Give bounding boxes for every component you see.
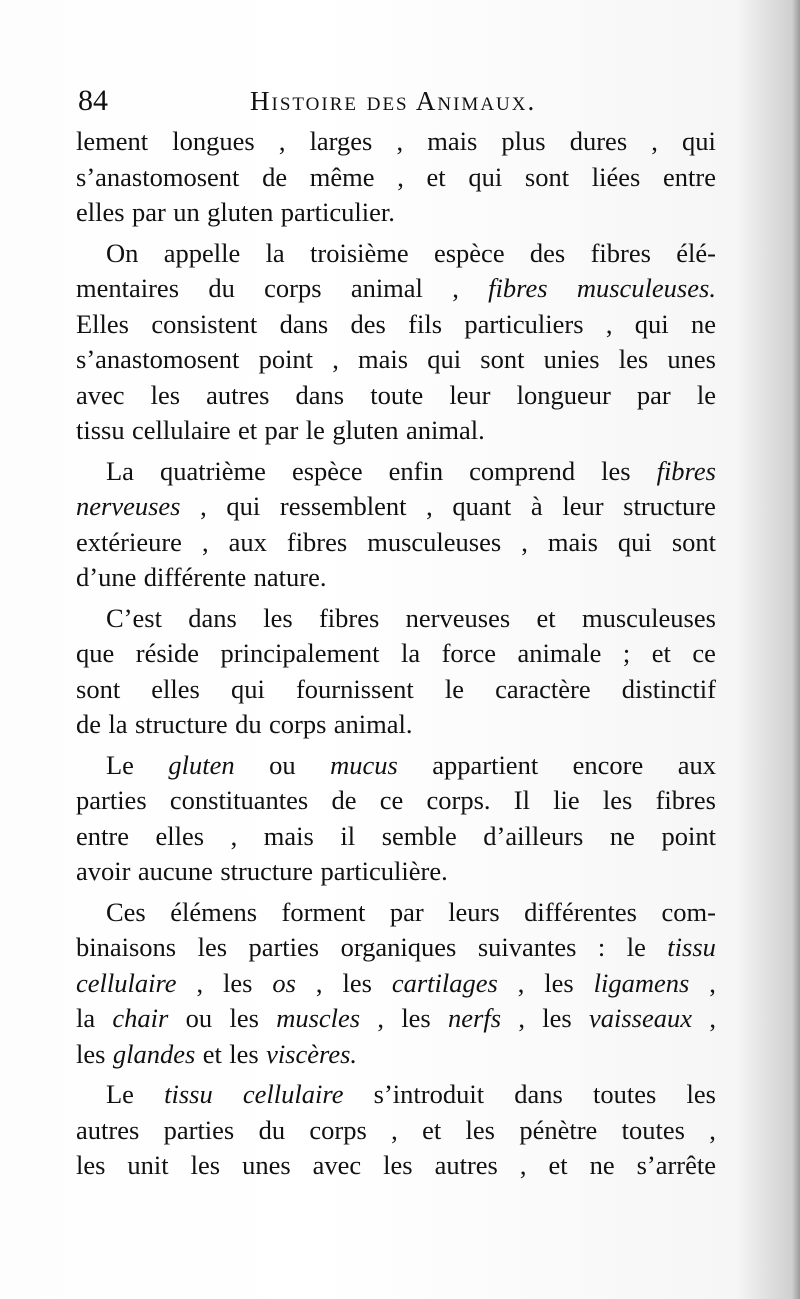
word: aux <box>228 526 267 557</box>
word: , <box>519 1150 527 1180</box>
word: des <box>350 308 386 339</box>
text-line <box>76 525 716 561</box>
word: appartient <box>432 749 539 780</box>
word: C’est <box>106 602 162 633</box>
word: par <box>131 197 166 227</box>
word: autres <box>76 1114 140 1145</box>
word: mentaires <box>76 273 180 303</box>
word: , <box>230 820 238 851</box>
word: fils <box>408 308 443 339</box>
word: , <box>709 1114 716 1145</box>
word: , <box>377 1003 385 1033</box>
word: dans <box>514 1079 563 1109</box>
page-header <box>78 84 718 124</box>
word: , <box>651 126 658 156</box>
word: avoir <box>76 856 131 886</box>
text-line <box>76 489 716 525</box>
text-line <box>76 672 716 708</box>
word: par <box>636 379 671 410</box>
word: d’une <box>76 562 137 592</box>
word: nerveuses <box>405 602 511 633</box>
word: par <box>264 415 299 445</box>
word: elles <box>155 820 205 851</box>
word: les <box>342 967 372 998</box>
word: ; <box>622 638 631 668</box>
text-line <box>76 195 716 231</box>
word: mais <box>358 344 409 374</box>
word: unies <box>543 344 600 374</box>
word: liées <box>591 161 641 192</box>
word: elles <box>151 673 200 704</box>
word: avec <box>76 379 125 410</box>
word: parties <box>163 1114 235 1145</box>
word: os <box>272 967 296 998</box>
word: glandes <box>112 1038 196 1069</box>
word: nature. <box>253 562 327 592</box>
word: qui <box>634 308 669 339</box>
word: qui <box>617 526 652 557</box>
word: musculeuses <box>367 526 502 557</box>
word: comprend <box>469 455 576 486</box>
text-line <box>76 236 716 272</box>
word: musculeuses. <box>576 273 716 303</box>
word: ne <box>609 820 635 851</box>
word: Ces <box>106 896 146 927</box>
word: mais <box>263 820 314 851</box>
word: pénètre <box>519 1114 598 1145</box>
word: espèce <box>433 237 505 268</box>
word: cellulaire <box>76 967 177 998</box>
word: ou <box>185 1003 213 1033</box>
text-line <box>76 1077 716 1113</box>
word: nerveuses <box>76 491 181 521</box>
word: de <box>331 785 357 815</box>
word: appelle <box>163 237 241 268</box>
word: les <box>618 344 649 374</box>
word: dans <box>188 602 237 633</box>
word: et <box>202 1038 222 1069</box>
word: encore <box>572 749 644 780</box>
text-line <box>76 271 716 307</box>
word: de <box>76 709 102 739</box>
word: entre <box>663 161 716 192</box>
word: , <box>278 126 286 156</box>
word: le <box>305 415 325 445</box>
word: qui <box>230 673 265 704</box>
word: autres <box>434 1150 498 1180</box>
word: et <box>426 161 446 192</box>
word: d’ailleurs <box>483 820 584 851</box>
word: cellulaire <box>242 1079 344 1109</box>
word: tissu <box>76 415 125 445</box>
word: On <box>106 237 139 268</box>
word: un <box>173 197 200 227</box>
word: , <box>605 308 613 339</box>
word: s’anastomosent <box>76 161 240 192</box>
word: sont <box>76 673 121 704</box>
word: aucune <box>137 856 213 886</box>
word: ou <box>269 749 296 780</box>
word: ce <box>692 638 716 668</box>
word: corps <box>268 709 327 739</box>
text-line <box>76 854 716 890</box>
word: , <box>397 161 404 192</box>
word: différente <box>143 562 247 592</box>
word: , <box>518 1003 525 1033</box>
word: Il <box>513 785 530 815</box>
word: , <box>426 491 433 521</box>
word: fibres <box>655 785 716 815</box>
text-line <box>76 707 716 743</box>
word: , <box>315 967 323 998</box>
word: aux <box>677 749 716 780</box>
word: les <box>223 967 253 998</box>
text-line <box>76 601 716 637</box>
word: la <box>265 237 285 268</box>
word: à <box>530 491 543 521</box>
word: , <box>196 967 204 998</box>
word: ligamens <box>593 967 690 998</box>
word: point <box>258 344 314 374</box>
text-line <box>76 636 716 672</box>
word: les <box>602 785 633 815</box>
word: les <box>197 932 228 962</box>
word: gluten <box>332 415 399 445</box>
word: les <box>383 1150 413 1180</box>
text-line <box>76 454 716 490</box>
word: musculeuses <box>581 602 716 633</box>
word: animal <box>350 273 423 303</box>
running-title: Histoire des Animaux. <box>250 86 537 116</box>
word: les <box>401 1003 431 1033</box>
word: fournissent <box>295 673 414 704</box>
word: Elles <box>76 308 129 339</box>
text-line <box>76 1148 716 1184</box>
word: point <box>661 820 716 851</box>
word: tissu <box>164 1079 213 1109</box>
word: sont <box>480 344 525 374</box>
word: les <box>542 1003 572 1033</box>
word: fibres <box>488 273 548 303</box>
text-line <box>76 1037 716 1073</box>
word: parties <box>248 932 320 962</box>
word: quatrième <box>159 455 266 486</box>
word: et <box>238 415 258 445</box>
word: longues <box>172 126 255 156</box>
text-line <box>76 819 716 855</box>
word: ce <box>379 785 404 815</box>
text-line <box>76 378 716 414</box>
word: nerfs <box>448 1003 502 1033</box>
word: toute <box>370 379 424 410</box>
text-line <box>76 124 716 160</box>
word: , <box>396 126 404 156</box>
word: élé- <box>676 237 716 268</box>
word: La <box>106 455 134 486</box>
word: corps <box>309 1114 367 1145</box>
body-text <box>76 124 716 1184</box>
word: même <box>309 161 375 192</box>
word: , <box>200 491 207 521</box>
word: les <box>229 1003 259 1033</box>
word: viscères. <box>266 1038 358 1069</box>
word: unes <box>667 344 716 374</box>
word: animal. <box>405 415 485 445</box>
word: du <box>258 1114 286 1145</box>
word: qui <box>468 161 503 192</box>
word: espèce <box>291 455 363 486</box>
word: fibres <box>656 455 716 486</box>
word: , <box>709 1003 716 1033</box>
text-line <box>76 160 716 196</box>
word: particulière. <box>320 856 448 886</box>
word: des <box>529 237 566 268</box>
word: autres <box>206 379 270 410</box>
word: les <box>686 1079 716 1109</box>
word: semble <box>381 820 457 851</box>
word: dans <box>279 308 329 339</box>
word: les <box>544 967 574 998</box>
word: cellulaire <box>132 415 231 445</box>
word: les <box>465 1114 495 1145</box>
text-line <box>76 413 716 449</box>
word: le <box>444 673 464 704</box>
word: animal. <box>333 709 413 739</box>
word: extérieure <box>76 526 182 557</box>
word: enfin <box>388 455 444 486</box>
word: elles <box>76 197 125 227</box>
word: les <box>150 379 181 410</box>
text-line <box>76 748 716 784</box>
word: force <box>441 638 497 668</box>
word: mais <box>547 526 598 557</box>
word: chair <box>112 1003 169 1033</box>
word: gluten <box>168 749 235 780</box>
word: différentes <box>524 896 637 927</box>
word: structure <box>623 491 716 521</box>
word: toutes <box>621 1114 685 1145</box>
word: ne <box>589 1150 615 1180</box>
word: les <box>190 1150 221 1180</box>
word: animale <box>517 638 602 668</box>
word: com- <box>661 896 716 927</box>
word: que <box>76 638 115 668</box>
word: la <box>400 638 421 668</box>
word: constituantes <box>169 785 309 815</box>
word: particulier. <box>280 197 395 227</box>
word: élémens <box>170 896 258 927</box>
word: entre <box>76 820 129 851</box>
word: les <box>229 1038 259 1069</box>
word: leur <box>562 491 604 521</box>
word: longueur <box>516 379 611 410</box>
text-line <box>76 1001 716 1037</box>
word: et <box>422 1114 442 1145</box>
word: s’anastomosent <box>76 344 240 374</box>
word: corps. <box>426 785 491 815</box>
word: muscles <box>276 1003 361 1033</box>
word: unit <box>127 1150 169 1180</box>
word: structure <box>134 709 228 739</box>
word: , <box>452 273 459 303</box>
word: toutes <box>593 1079 657 1109</box>
word: , <box>332 344 339 374</box>
word: qui <box>682 126 716 156</box>
word: unes <box>242 1150 291 1180</box>
word: et <box>536 602 556 633</box>
word: distinctif <box>621 673 716 704</box>
word: avec <box>312 1150 362 1180</box>
word: cartilages <box>391 967 498 998</box>
word: réside <box>135 638 200 668</box>
word: suivantes <box>477 932 577 962</box>
word: : <box>597 932 606 962</box>
word: parties <box>76 785 147 815</box>
word: les <box>76 1038 106 1069</box>
word: mucus <box>330 749 398 780</box>
word: lie <box>553 785 580 815</box>
word: s’introduit <box>373 1079 485 1109</box>
text-line <box>76 307 716 343</box>
text-line <box>76 895 716 931</box>
word: binaisons <box>76 932 177 962</box>
word: il <box>340 820 356 851</box>
word: troisième <box>310 237 409 268</box>
word: ressemblent <box>279 491 407 521</box>
word: lement <box>76 126 149 156</box>
word: qui <box>226 491 261 521</box>
word: tissu <box>667 932 716 962</box>
text-line <box>76 1113 716 1149</box>
word: consistent <box>151 308 258 339</box>
word: du <box>235 709 262 739</box>
text-line <box>76 342 716 378</box>
word: structure <box>220 856 314 886</box>
word: vaisseaux <box>589 1003 693 1033</box>
word: , <box>201 526 209 557</box>
word: , <box>517 967 525 998</box>
word: caractère <box>495 673 591 704</box>
word: les <box>76 1150 106 1180</box>
word: du <box>208 273 235 303</box>
word: et <box>548 1150 568 1180</box>
word: leurs <box>448 896 500 927</box>
page-number: 84 <box>78 84 108 117</box>
word: par <box>389 896 424 927</box>
word: leur <box>449 379 491 410</box>
word: le <box>696 379 716 410</box>
word: la <box>76 1003 96 1033</box>
word: plus <box>501 126 546 156</box>
word: dures <box>569 126 628 156</box>
word: et <box>651 638 671 668</box>
text-line <box>76 930 716 966</box>
word: de <box>262 161 288 192</box>
word: Le <box>106 749 134 780</box>
word: le <box>626 932 646 962</box>
word: les <box>601 455 631 486</box>
word: principalement <box>220 638 380 668</box>
word: s’arrête <box>636 1150 716 1180</box>
text-line <box>76 783 716 819</box>
word: particuliers <box>464 308 584 339</box>
word: corps <box>264 273 322 303</box>
word: fibres <box>318 602 380 633</box>
word: la <box>108 709 128 739</box>
text-line <box>76 560 716 596</box>
word: Le <box>106 1079 134 1109</box>
word: gluten <box>207 197 274 227</box>
word: quant <box>452 491 512 521</box>
word: , <box>391 1114 398 1145</box>
word: dans <box>295 379 345 410</box>
word: sont <box>671 526 716 557</box>
word: larges <box>309 126 373 156</box>
word: les <box>263 602 293 633</box>
word: ne <box>690 308 716 339</box>
word: mais <box>427 126 478 156</box>
word: sont <box>524 161 570 192</box>
word: fibres <box>286 526 348 557</box>
word: organiques <box>340 932 457 962</box>
word: fibres <box>590 237 651 268</box>
word: qui <box>427 344 462 374</box>
word: forment <box>281 896 366 927</box>
word: , <box>521 526 528 557</box>
word: , <box>709 967 716 998</box>
text-line <box>76 966 716 1002</box>
